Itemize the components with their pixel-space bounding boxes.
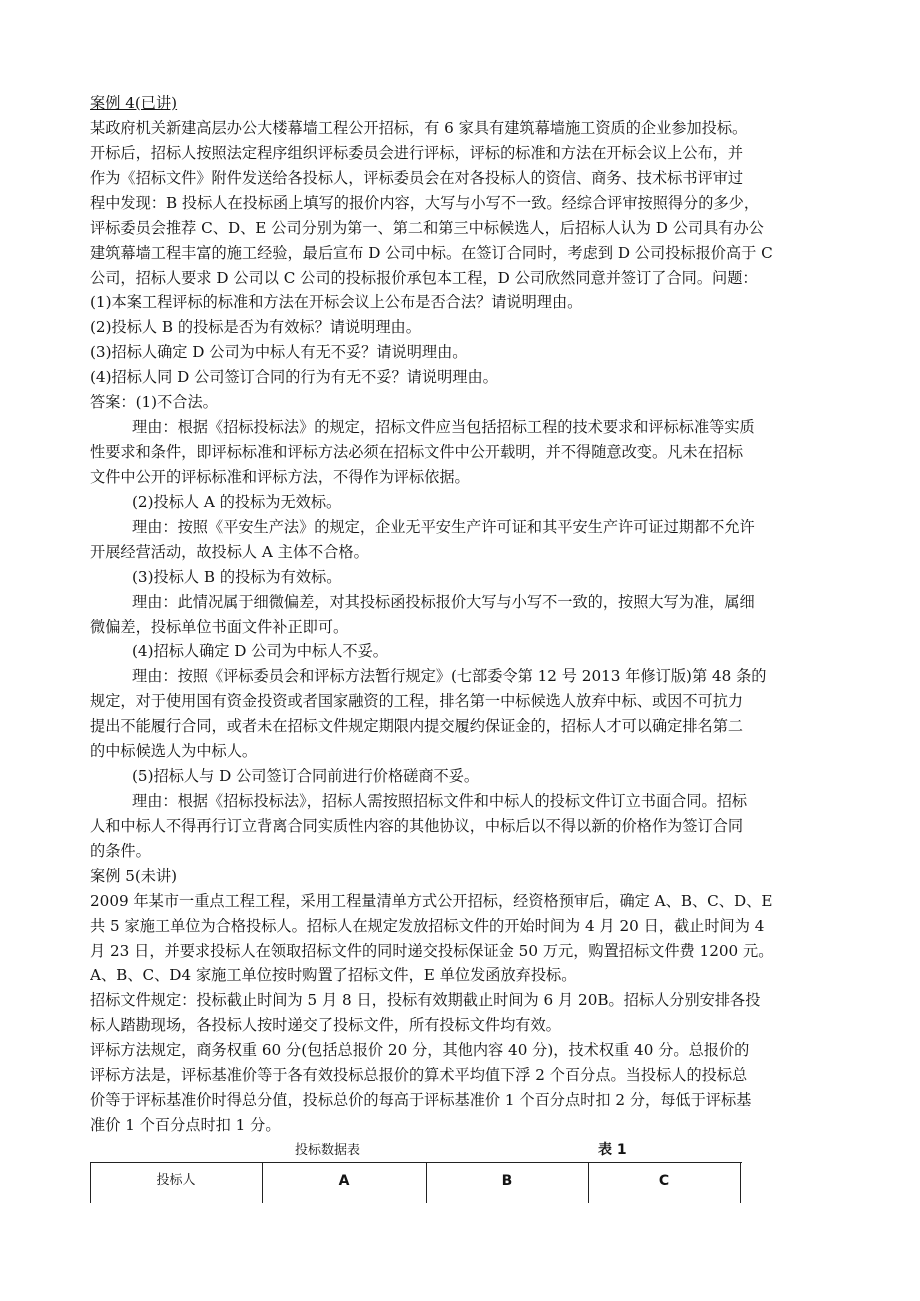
case5-heading: 案例 5(未讲) [90,866,178,885]
case5-text-line: 招标文件规定：投标截止时间为 5 月 8 日，投标有效期截止时间为 6 月 20B。招标人分别安排各投 [90,991,761,1010]
case4-text-line: 某政府机关新建高层办公大楼幕墙工程公开招标，有 6 家具有建筑幕墙施工资质的企业参加投标。 [90,118,748,137]
table-header-a: A [338,1173,350,1189]
answer-1: 答案：(1)不合法。 [90,393,218,412]
answer-reason-line: 理由：根据《招标投标法》的规定，招标文件应当包括招标工程的技术要求和评标标准等实质 [132,418,755,436]
case5-text-line: 月 23 日，并要求投标人在领取招标文件的同时递交投标保证金 50 万元，购置招标文件费 1200 元。 [90,941,774,960]
answer-3: (3)投标人 B 的投标为有效标。 [132,567,342,586]
answer-reason-line: 理由：按照《评标委员会和评标方法暂行规定》(七部委令第 12 号 2013 年修订版)第 48 条的 [132,667,767,686]
answer-reason-line: 理由：根据《招标投标法》，招标人需按照招标文件和中标人的投标文件订立书面合同。招标 [132,792,748,810]
table-header-bidder: 投标人 [156,1173,196,1188]
case4-text-line: 评标委员会推荐 C、D、E 公司分别为第一、第二和第三中标候选人，后招标人认为 D 公司具有办公 [90,218,764,237]
answer-reason-line: 规定，对于使用国有资金投资或者国家融资的工程，排名第一中标候选人放弃中标、或因不可抗力 [90,692,744,711]
answer-reason-line: 的条件。 [90,841,151,860]
case5-text-line: 标人踏勘现场，各投标人按时递交了投标文件，所有投标文件均有效。 [90,1016,561,1035]
table-border [740,1163,741,1203]
case5-text-line: 评标方法是，评标基准价等于各有效投标总报价的算术平均值下浮 2 个百分点。当投标人的投标总 [90,1066,748,1085]
case4-text-line: 开标后，招标人按照法定程序组织评标委员会进行评标，评标的标准和方法在开标会议上公布，并 [90,143,744,162]
question-1: (1)本案工程评标的标准和方法在开标会议上公布是否合法？请说明理由。 [90,293,583,312]
answer-reason-line: 的中标候选人为中标人。 [90,742,258,761]
case4-text-line: 程中发现：B 投标人在投标函上填写的报价内容，大写与小写不一致。经综合评审按照得分的多少， [90,193,760,212]
answer-4: (4)招标人确定 D 公司为中标人不妥。 [132,642,388,661]
question-2: (2)投标人 B 的投标是否为有效标？请说明理由。 [90,318,421,337]
answer-reason-line: 理由：此情况属于细微偏差，对其投标函投标报价大写与小写不一致的，按照大写为准，属细 [132,592,755,611]
answer-reason-line: 微偏差，投标单位书面文件补正即可。 [90,617,349,636]
table-header-b: B [501,1173,513,1189]
question-4: (4)招标人同 D 公司签订合同的行为有无不妥？请说明理由。 [90,368,498,387]
case4-text-line: 作为《招标文件》附件发送给各投标人，评标委员会在对各投标人的资信、商务、技术标书评审过 [90,168,744,187]
bid-data-table [90,1162,742,1203]
case5-text-line: 2009 年某市一重点工程工程，采用工程量清单方式公开招标，经资格预审后，确定 A、B、C、D、E [90,891,773,910]
answer-reason-line: 提出不能履行合同，或者未在招标文件规定期限内提交履约保证金的，招标人才可以确定排名第二 [90,717,744,736]
table-number: 表 1 [598,1142,627,1158]
answer-2: (2)投标人 A 的投标为无效标。 [132,492,342,511]
answer-reason-line: 文件中公开的评标标准和评标方法，不得作为评标依据。 [90,467,470,486]
case5-text-line: A、B、C、D4 家施工单位按时购置了招标文件，E 单位发函放弃投标。 [90,966,577,985]
answer-reason-line: 理由：按照《平安生产法》的规定，企业无平安生产许可证和其平安生产许可证过期都不允许 [132,517,755,536]
case5-text-line: 评标方法规定，商务权重 60 分(包括总报价 20 分，其他内容 40 分)，技术权重 40 分。总报价的 [90,1041,750,1060]
case5-text-line: 共 5 家施工单位为合格投标人。招标人在规定发放招标文件的开始时间为 4 月 20 日，截止时间为 4 [90,916,765,935]
answer-reason-line: 性要求和条件，即评标标准和评标方法必须在招标文件中公开载明，并不得随意改变。凡未在招标 [90,443,744,461]
table-title: 投标数据表 [295,1143,361,1158]
case5-text-line: 准价 1 个百分点时扣 1 分。 [90,1116,281,1134]
question-3: (3)招标人确定 D 公司为中标人有无不妥？请说明理由。 [90,343,468,362]
case4-text-line: 建筑幕墙工程丰富的施工经验，最后宣布 D 公司中标。在签订合同时，考虑到 D 公司投标报价高于 C [90,243,773,262]
answer-reason-line: 开展经营活动，故投标人 A 主体不合格。 [90,542,369,561]
case4-text-line: 公司，招标人要求 D 公司以 C 公司的投标报价承包本工程，D 公司欣然同意并签订了合同。问题： [90,268,758,287]
case5-text-line: 价等于评标基准价时得总分值，投标总价的每高于评标基准价 1 个百分点时扣 2 分，每低于评标基 [90,1091,752,1110]
case4-heading: 案例 4(已讲) [90,94,178,112]
answer-reason-line: 人和中标人不得再行订立背离合同实质性内容的其他协议，中标后以不得以新的价格作为签订合同 [90,816,744,835]
answer-5: (5)招标人与 D 公司签订合同前进行价格磋商不妥。 [132,767,480,785]
table-header-c: C [658,1173,670,1189]
